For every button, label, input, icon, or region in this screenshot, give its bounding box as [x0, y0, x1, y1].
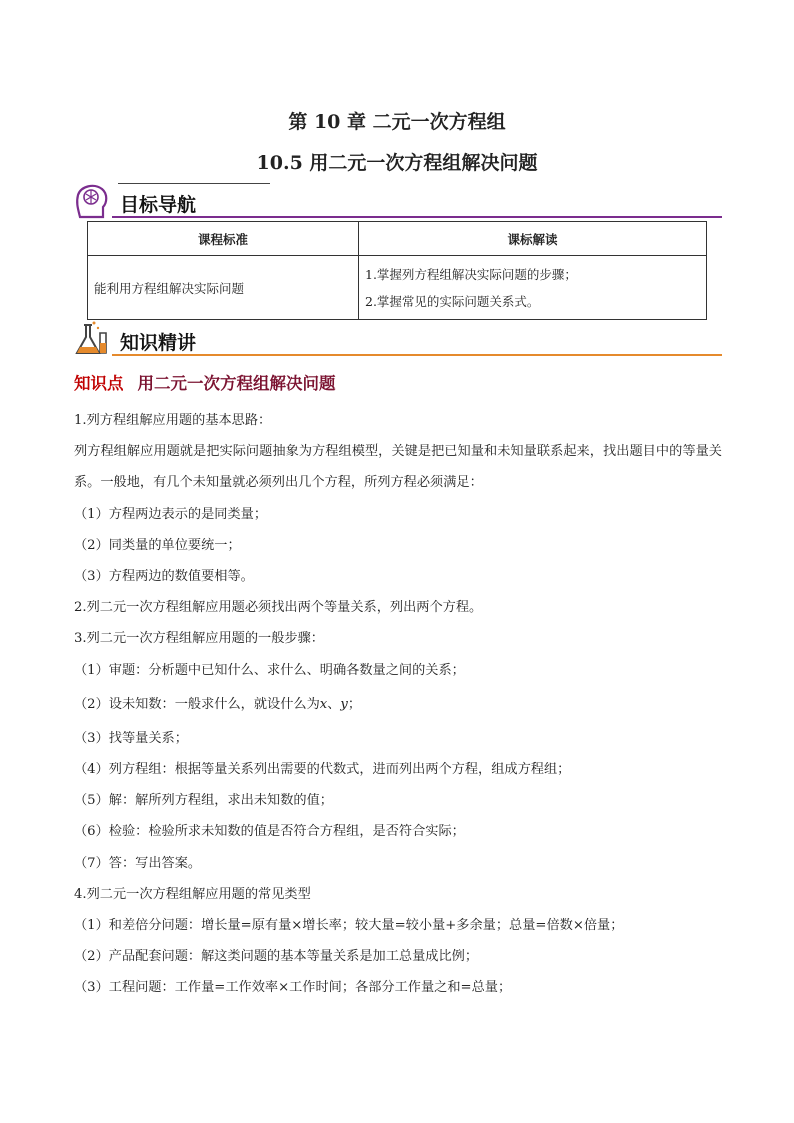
separator: 、 [327, 696, 341, 712]
step-text: （2）设未知数：一般求什么，就设什么为 [74, 696, 320, 712]
table-header-interpretation: 课标解读 [359, 222, 707, 256]
list-item: （2）同类量的单位要统一； [74, 537, 241, 553]
list-item: （7）答：写出答案。 [74, 855, 202, 871]
step-end: ； [347, 696, 362, 712]
kp-prefix: 知识点 [74, 374, 124, 393]
goal-section-header [72, 181, 722, 221]
content-body [74, 405, 722, 1004]
knowledge-point-title [74, 370, 336, 394]
flask-icon [72, 319, 112, 359]
paragraph: 1.列方程组解应用题的基本思路： [74, 413, 272, 428]
table-header-row [88, 222, 707, 256]
var-x: x [319, 696, 328, 712]
list-item: （2）产品配套问题：解这类问题的基本等量关系是加工总量成比例； [74, 949, 479, 965]
table-cell-interpretation [359, 256, 707, 320]
paragraph: 列方程组解应用题就是把实际问题抽象为方程组模型，关键是把已知量和未知量联系起来，找出题目中的等量关系。一般地，有几个未知量就必须列出几个方程，所列方程必须满足： [74, 444, 722, 491]
list-item: （5）解：解所列方程组，求出未知数的值； [74, 793, 333, 809]
list-item: （6）检验：检验所求未知数的值是否符合方程组，是否符合实际； [74, 824, 465, 840]
knowledge-section-rule [112, 354, 722, 356]
course-standard-table [87, 221, 707, 320]
chapter-title: 第 10 章 二元一次方程组 [288, 111, 506, 133]
section-top-rule [118, 183, 270, 184]
table-cell-standard: 能利用方程组解决实际问题 [88, 256, 359, 320]
list-item [74, 686, 722, 723]
list-item: （4）列方程组：根据等量关系列出需要的代数式，进而列出两个方程，组成方程组； [74, 762, 571, 778]
paragraph: 2.列二元一次方程组解应用题必须找出两个等量关系，列出两个方程。 [74, 600, 483, 616]
knowledge-section-label: 知识精讲 [120, 332, 197, 354]
kp-name: 用二元一次方程组解决问题 [137, 374, 336, 393]
brain-head-icon [72, 181, 112, 221]
lesson-title: 10.5 用二元一次方程组解决问题 [256, 152, 538, 174]
interpretation-item: 1.掌握列方程组解决实际问题的步骤； [365, 267, 577, 282]
interpretation-item: 2.掌握常见的实际问题关系式。 [365, 294, 540, 309]
list-item: （1）审题：分析题中已知什么、求什么、明确各数量之间的关系； [74, 662, 465, 678]
list-item: （1）方程两边表示的是同类量； [74, 506, 268, 522]
list-item: （3）找等量关系； [74, 730, 188, 746]
table-row [88, 256, 707, 320]
list-item: （3）方程两边的数值要相等。 [74, 569, 254, 585]
knowledge-section-header [72, 319, 722, 359]
goal-section-rule [112, 216, 722, 218]
list-item: （3）工程问题：工作量=工作效率×工作时间；各部分工作量之和=总量； [74, 980, 512, 996]
goal-section-label: 目标导航 [120, 194, 197, 216]
paragraph: 3.列二元一次方程组解应用题的一般步骤： [74, 631, 324, 647]
table-header-standard: 课程标准 [88, 222, 359, 256]
paragraph: 4.列二元一次方程组解应用题的常见类型 [74, 886, 311, 902]
var-y: y [340, 696, 348, 712]
list-item: （1）和差倍分问题：增长量=原有量×增长率；较大量=较小量+多余量；总量=倍数×倍量； [74, 918, 624, 934]
